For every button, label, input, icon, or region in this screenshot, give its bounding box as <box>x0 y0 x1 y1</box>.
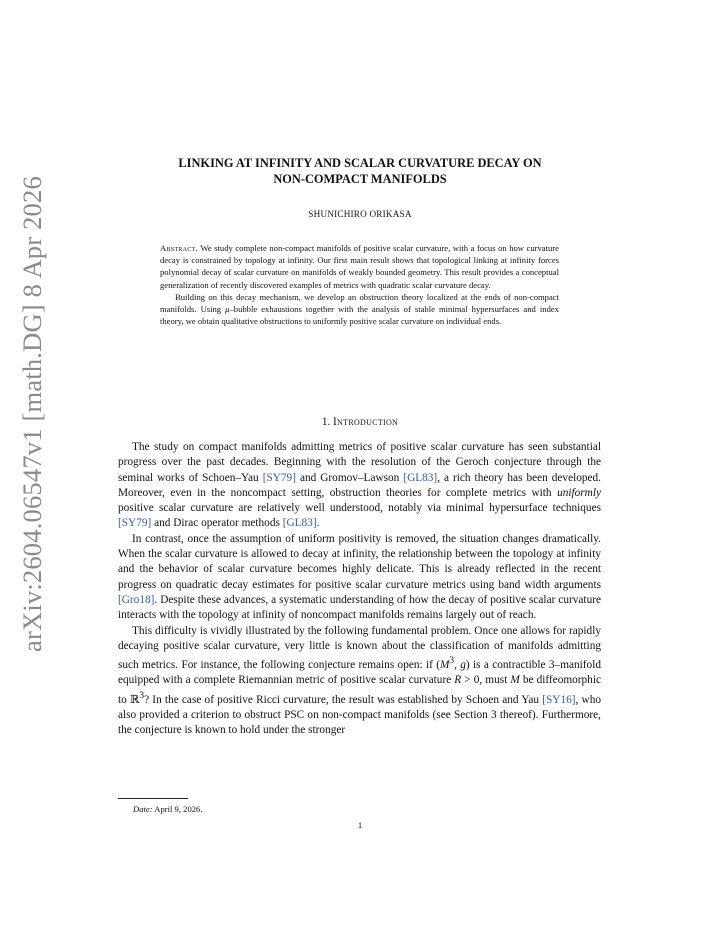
text-run: , a rich theory has been developed. Moreover, even in the noncompact setting, obstruction theories for complete metrics with <box>118 471 602 499</box>
abstract-text-2b: –bubble exhaustions together with the analysis of stable minimal hypersurfaces and index theory, we obtain qualitative obstructions to uniformly positive scalar curvature on individual ends. <box>160 304 559 327</box>
section-number: 1. <box>321 416 331 428</box>
footnote-label: Date: <box>133 804 153 814</box>
text-run: and Dirac operator methods <box>151 517 283 530</box>
text-run: This difficulty is vividly illustrated by the following fundamental problem. Once one allows for rapidly decaying positive scalar curvature, very little is known about the classification of manifolds admitting such metrics. For instance, the following conjecture remains open: if ( <box>118 624 601 671</box>
page-number: 1 <box>357 820 363 830</box>
footnote-rule <box>118 798 188 799</box>
math-symbol: M <box>510 674 520 687</box>
citation-link[interactable]: [SY16] <box>542 693 576 706</box>
arxiv-identifier-stamp: arXiv:2604.06547v1 [math.DG] 8 Apr 2026 <box>17 176 47 652</box>
abstract-paragraph-2 <box>160 291 559 328</box>
body-text <box>118 440 601 738</box>
section-title: Introduction <box>333 416 399 428</box>
text-run: and Gromov–Lawson <box>295 471 404 484</box>
citation-link[interactable]: [Gro18] <box>118 593 155 606</box>
mu-symbol: μ <box>225 304 230 315</box>
emphasis: uniformly <box>557 486 601 499</box>
text-run: be diffeomorphic to ℝ <box>118 674 601 706</box>
math-symbol: , g <box>454 658 466 671</box>
citation-link[interactable]: [GL83] <box>403 471 438 484</box>
author-name: SHUNICHIRO ORIKASA <box>308 209 412 219</box>
paper-title <box>118 155 602 187</box>
abstract-paragraph-1 <box>160 242 559 291</box>
text-run: positive scalar curvature are relatively well understood, notably via minimal hypersurface techniques <box>118 502 601 515</box>
text-run: . <box>316 517 320 530</box>
text-run: . Despite these advances, a systematic understanding of how the decay of positive scalar curvature interacts with the topology at infinity of noncompact manifolds remains largely out of reach. <box>118 593 601 622</box>
abstract-text-1: We study complete non-compact manifolds of positive scalar curvature, with a focus on how curvature decay is constrained by topology at infinity. Our first main result shows that topological linking at infinity forces polynomial decay of scalar curvature on manifolds of weakly bounded geometry. This result provides a conceptual generalization of recently discovered examples of metrics with quadratic scalar curvature decay. <box>160 243 559 290</box>
citation-link[interactable]: [SY79] <box>262 471 296 484</box>
citation-link[interactable]: [GL83] <box>282 517 317 530</box>
section-heading <box>118 416 602 428</box>
title-line-1: LINKING AT INFINITY AND SCALAR CURVATURE DECAY ON <box>178 156 542 170</box>
abstract <box>160 242 559 327</box>
footnote-value: April 9, 2026. <box>154 804 203 814</box>
math-superscript: 3 <box>139 690 145 701</box>
body-paragraph-1 <box>118 440 601 532</box>
title-line-2: NON-COMPACT MANIFOLDS <box>273 172 447 186</box>
abstract-label: Abstract. <box>160 243 199 253</box>
text-run: , who also provided a criterion to obstruct PSC on non-compact manifolds (see Section 3 thereof). Furthermore, the conjecture is known to hold under the stronger <box>118 693 602 736</box>
body-paragraph-2 <box>118 532 601 624</box>
citation-link[interactable]: [SY79] <box>118 517 152 530</box>
text-run: ? In the case of positive Ricci curvature, the result was established by Schoen and Yau <box>144 693 543 706</box>
math-symbol: R <box>454 674 462 687</box>
date-footnote <box>133 804 202 814</box>
text-run: ) is a contractible 3–manifold equipped with a complete Riemannian metric of positive scalar curvature <box>118 658 601 687</box>
text-run: The study on compact manifolds admitting metrics of positive scalar curvature has seen substantial progress over the past decades. Beginning with the resolution of the Geroch conjecture through the seminal works of Schoen–Yau <box>118 441 601 484</box>
math-symbol: M <box>439 658 450 671</box>
body-paragraph-3 <box>118 624 601 739</box>
text-run: In contrast, once the assumption of uniform positivity is removed, the situation changes dramatically. When the scalar curvature is allowed to decay at infinity, the relationship between the topology at infinity and the behavior of scalar curvature becomes highly delicate. This is already reflected in the recent progress on quadratic decay estimates for positive scalar curvature metrics using band width arguments <box>118 532 601 591</box>
text-run: > 0, must <box>461 674 511 687</box>
abstract-text-2a: Building on this decay mechanism, we develop an obstruction theory localized at the ends of non-compact manifolds. Using <box>160 291 559 315</box>
math-superscript: 3 <box>449 656 455 667</box>
